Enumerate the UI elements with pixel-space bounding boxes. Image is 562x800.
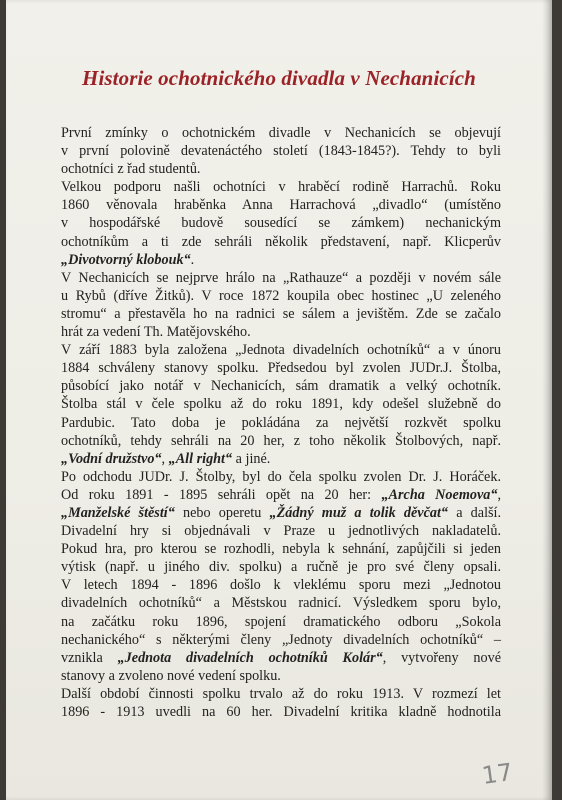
title-reference: „Manželské štěstí“ xyxy=(61,504,175,521)
text-line xyxy=(61,160,501,178)
title-reference: „Divotvorný klobouk“ xyxy=(61,251,191,268)
title-reference: „Jednota divadelních ochotníků Kolár“ xyxy=(117,649,383,666)
text-run: Štolba stál v čele spolku až do roku 1891, kdy odešel služebně do xyxy=(61,396,501,413)
text-run: hrát za vedení Th. Matějovského. xyxy=(61,324,251,341)
text-line xyxy=(61,251,501,269)
text-run: v hospodářské budově sousedící se zámkem) nechanickým xyxy=(61,215,501,232)
text-run: , vytvořeny nové xyxy=(382,649,502,666)
page-edge-shadow xyxy=(542,0,552,800)
text-line xyxy=(61,414,501,432)
text-line xyxy=(61,377,501,395)
text-run: 1896 - 1913 uvedli na 60 her. Divadelní kritika kladně hodnotila xyxy=(61,704,501,720)
text-line xyxy=(61,450,501,468)
text-run: 1884 schváleny stanovy spolku. Předsedou byl zvolen JUDr.J. Štolba, xyxy=(61,360,501,377)
title-reference: „Archa Noemova“ xyxy=(381,486,498,503)
text-run: nechanického“ s některými členy „Jednoty divadelních ochotníků“ – xyxy=(61,631,501,648)
text-line xyxy=(61,124,501,142)
text-run: na začátku roku 1896, spojení dramatického odboru „Sokola xyxy=(61,613,501,630)
text-run: a jiné. xyxy=(232,450,271,467)
text-line xyxy=(61,287,501,305)
text-run: v první polovině devatenáctého století (1843-1845?). Tehdy to byli xyxy=(61,143,501,160)
text-line xyxy=(61,178,501,196)
text-run: ochotníci z řad studentů. xyxy=(61,161,201,178)
text-run: Další období činnosti spolku trvalo až do roku 1913. V rozmezí let xyxy=(61,685,501,702)
text-run: V letech 1894 - 1896 došlo k vleklému sporu mezi „Jednotou xyxy=(61,577,501,594)
text-run: Od roku 1891 - 1895 sehráli opět na 20 her: xyxy=(61,486,382,503)
text-run: Velkou podporu našli ochotníci v hraběcí rodině Harrachů. Roku xyxy=(61,179,501,196)
text-run: ochotníků, tehdy sehráli na 20 her, z toho několik Štolbových, např. xyxy=(61,432,501,449)
text-line xyxy=(61,395,501,413)
text-run: výtisk (např. u jiného div. spolku) a ručně je pro své členy opsali. xyxy=(61,559,501,576)
text-line xyxy=(61,486,501,504)
text-run: V září 1883 byla založena „Jednota divadelních ochotníků“ a v únoru xyxy=(61,342,501,359)
text-line xyxy=(61,649,501,667)
text-run: ochotníkům a ti zde sehráli několik představení, např. Klicperův xyxy=(61,233,501,250)
text-run: divadelních ochotníků“ a Městskou radnicí. Výsledkem sporu bylo, xyxy=(61,595,501,612)
text-line xyxy=(61,703,501,721)
text-line xyxy=(61,594,501,612)
text-run: a další. xyxy=(448,504,502,521)
text-line xyxy=(61,468,501,486)
text-run: stromu“ a přestavěla ho na radnici se sálem a jevištěm. Zde se začalo xyxy=(61,305,501,322)
text-run: , xyxy=(161,450,169,467)
text-run: stanovy a zvoleno nové vedení spolku. xyxy=(61,667,281,684)
text-run: 1860 věnovala hraběnka Anna Harrachová „divadlo“ (umístěno xyxy=(61,197,501,214)
text-line xyxy=(61,214,501,232)
article-body xyxy=(61,124,501,721)
text-line xyxy=(61,142,501,160)
text-line xyxy=(61,341,501,359)
text-line xyxy=(61,269,501,287)
text-line xyxy=(61,305,501,323)
text-line xyxy=(61,196,501,214)
text-line xyxy=(61,613,501,631)
text-run: Pokud hra, pro kterou se rozhodli, nebyla k sehnání, zapůjčili si jeden xyxy=(61,541,501,558)
text-run: . xyxy=(190,251,195,268)
text-run: působící jako notář v Nechanicích, sám dramatik a velký ochotník. xyxy=(61,378,501,395)
text-line xyxy=(61,685,501,703)
text-line xyxy=(61,432,501,450)
text-run: Po odchodu JUDr. J. Štolby, byl do čela spolku zvolen Dr. J. Horáček. xyxy=(61,468,501,485)
text-line xyxy=(61,576,501,594)
text-run: , xyxy=(497,486,501,503)
text-run: vznikla xyxy=(61,649,118,666)
page-title: Historie ochotnického divadla v Nechanicích xyxy=(82,66,476,90)
title-reference: „Žádný muž a tolik děvčat“ xyxy=(269,504,449,521)
document-page xyxy=(6,0,552,800)
text-line xyxy=(61,233,501,251)
text-run: První zmínky o ochotnickém divadle v Nechanicích se objevují xyxy=(61,125,501,141)
page-number: 17 xyxy=(480,758,515,790)
title-reference: „All right“ xyxy=(168,450,233,467)
text-line xyxy=(61,667,501,685)
text-line xyxy=(61,540,501,558)
text-line xyxy=(61,323,501,341)
text-run: V Nechanicích se nejprve hrálo na „Rathauze“ a později v novém sále xyxy=(61,269,501,286)
text-line xyxy=(61,558,501,576)
text-line xyxy=(61,522,501,540)
text-run: Pardubic. Tato doba je pokládána za největší rozkvět spolku xyxy=(61,414,501,431)
text-line xyxy=(61,631,501,649)
title-reference: „Vodní družstvo“ xyxy=(61,450,162,467)
text-run: nebo operetu xyxy=(174,504,270,521)
text-run: Divadelní hry si objednávali v Praze u jednotlivých nakladatelů. xyxy=(61,523,501,540)
text-run: u Rybů (dříve Žitků). V roce 1872 koupila obec hostinec „U zeleného xyxy=(61,287,501,304)
text-line xyxy=(61,359,501,377)
text-line xyxy=(61,504,501,522)
